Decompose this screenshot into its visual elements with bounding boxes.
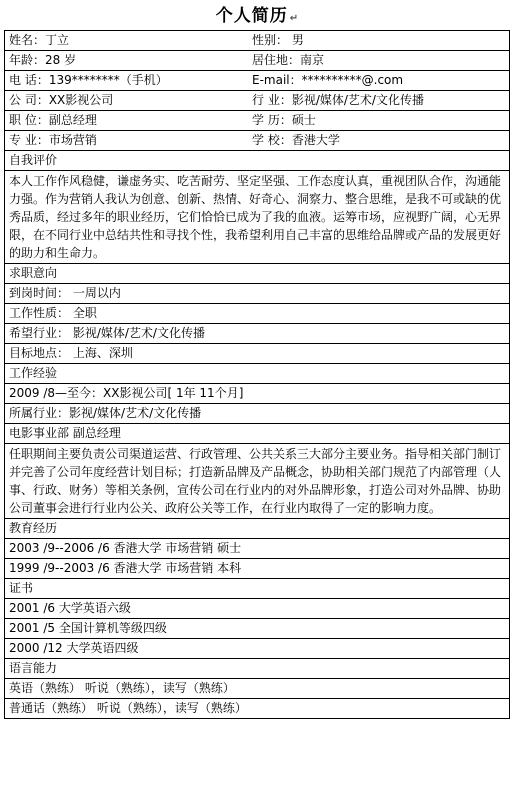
experience-industry: 所属行业：影视/媒体/艺术/文化传播: [5, 403, 509, 423]
certificate-item: 2001 /5 全国计算机等级四级: [5, 618, 509, 638]
experience-dept: 电影事业部 副总经理: [5, 423, 509, 443]
section-heading-languages: 语言能力: [5, 658, 509, 678]
age-cell: 年龄：28 岁: [9, 53, 77, 67]
row-company-industry: [5, 90, 509, 110]
company-cell: 公 司：XX影视公司: [9, 93, 114, 107]
industry-cell: 行 业：影视/媒体/艺术/文化传播: [252, 93, 424, 107]
section-heading-intention: 求职意向: [5, 263, 509, 283]
email-cell: E-mail：**********@.com: [252, 73, 404, 87]
section-heading-education: 教育经历: [5, 518, 509, 538]
intention-industry: 希望行业： 影视/媒体/艺术/文化传播: [5, 323, 509, 343]
paragraph-mark-icon: ↵: [289, 13, 300, 24]
section-heading-certificates: 证书: [5, 578, 509, 598]
language-item: 普通话（熟练） 听说（熟练），读写（熟练）: [5, 698, 509, 718]
resume-table: [4, 30, 510, 719]
intention-nature: 工作性质： 全职: [5, 303, 509, 323]
intention-location: 目标地点： 上海、深圳: [5, 343, 509, 363]
experience-desc: 任职期间主要负责公司渠道运营、行政管理、公共关系三大部分主要业务。指导相关部门制订并完善了公司年度经营计划目标；打造新品牌及产品概念，协助相关部门规范了内部管理（人事、行政、财务）等相关条例，宣传公司在行业内的对外品牌形象，打造公司对外品牌、协助公司董事会进行行业内公关、政府公关等工作，在行业内取得了一定的影响力度。: [5, 443, 509, 518]
residence-cell: 居住地：南京: [252, 53, 325, 67]
phone-cell: 电 话：139********（手机）: [9, 73, 168, 87]
row-phone-email: [5, 70, 509, 90]
education-item: 2003 /9--2006 /6 香港大学 市场营销 硕士: [5, 538, 509, 558]
self-eval-text: 本人工作作风稳健，谦虚务实、吃苦耐劳、坚定坚强、工作态度认真，重视团队合作，沟通能力强。作为营销人我认为创意、创新、热情、好奇心、洞察力、整合思维，是我不可或缺的优秀品质，经过多年的职业经历，它们恰恰已成为了我的血液。运筹市场，应视野广阔，心无界限，在不同行业中总结共性和寻找个性，我希望利用自己丰富的思维给品牌或产品的发展更好的助力和生命力。: [5, 170, 509, 263]
certificate-item: 2000 /12 大学英语四级: [5, 638, 509, 658]
gender-cell: 性别： 男: [252, 33, 304, 47]
row-age-residence: [5, 50, 509, 70]
experience-period: 2009 /8—至今：XX影视公司[ 1年 11个月]: [5, 383, 509, 403]
certificate-item: 2001 /6 大学英语六级: [5, 598, 509, 618]
school-cell: 学 校：香港大学: [252, 133, 340, 147]
section-heading-experience: 工作经验: [5, 363, 509, 383]
position-cell: 职 位：副总经理: [9, 113, 97, 127]
major-cell: 专 业：市场营销: [9, 133, 97, 147]
language-item: 英语（熟练） 听说（熟练），读写（熟练）: [5, 678, 509, 698]
education-item: 1999 /9--2003 /6 香港大学 市场营销 本科: [5, 558, 509, 578]
page-title: 个人简历 ↵: [215, 6, 300, 26]
section-heading-self-eval: 自我评价: [5, 150, 509, 170]
degree-cell: 学 历：硕士: [252, 113, 316, 127]
row-position-degree: [5, 110, 509, 130]
name-cell: 姓名：丁立: [9, 33, 70, 47]
row-major-school: [5, 130, 509, 150]
intention-arrival: 到岗时间： 一周以内: [5, 283, 509, 303]
row-name-gender: [5, 31, 509, 50]
